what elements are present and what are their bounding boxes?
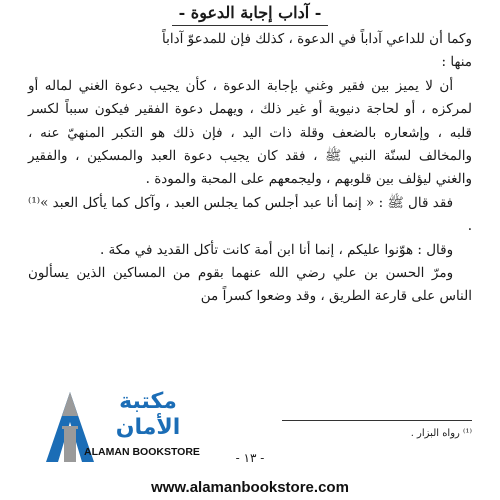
website-url: www.alamanbookstore.com (151, 479, 349, 496)
body-text (28, 28, 472, 309)
page-number: - ١٣ - (235, 451, 265, 465)
paragraph-hadith-second: وقال : هوّنوا عليكم ، إنما أنا ابن أمة كانت تأكل القديد في مكة . (99, 241, 454, 258)
logo-arabic-alaman: الأمان (115, 415, 181, 440)
paragraph-list-lead: منها : (441, 54, 472, 71)
paragraph-hasan: ومرّ الحسن بن علي رضي الله عنهما بقوم من المساكين الذين يسألون الناس على قارعة الطريق ، وقد وضعوا كسراً من (28, 265, 472, 305)
heading-underline (172, 25, 328, 26)
logo-english-name: ALAMAN BOOKSTORE (84, 446, 200, 458)
section-heading: - آداب إجابة الدعوة - (178, 3, 322, 22)
footnote: ⁽¹⁾ رواه البزار . (410, 428, 472, 439)
footnote-separator (282, 420, 472, 421)
bookstore-logo (40, 388, 200, 468)
paragraph-intro: وكما أن للداعي آداباً في الدعوة ، كذلك فإن للمدعوّ آداباً (161, 31, 472, 47)
paragraph-main: أن لا يميز بين فقير وغني بإجابة الدعوة ، كأن يجيب دعوة الغني لماله أو لمركزه ، أو لحاجة دنيوية أو غير ذلك ، ويهمل دعوة الفقير فيكون سبباً لكسر قلبه ، وإشعاره بالضعف وقلة ذات اليد ، فإن ذلك هو التكبر المنهيّ عنه ، والمخالف لسنّة النبي ﷺ ، فقد كان يجيب دعوة العبد والمسكين ، والفقير والغني ليؤلف بين قلوبهم ، وليجمعهم على المحبة والمودة . (28, 77, 472, 188)
paragraph-hadith-quote: فقد قال ﷺ : « إنما أنا عبد أجلس كما يجلس العبد ، وآكل كما يأكل العبد »⁽¹⁾ . (28, 194, 472, 235)
logo-arabic-maktaba: مكتبة (119, 389, 177, 414)
